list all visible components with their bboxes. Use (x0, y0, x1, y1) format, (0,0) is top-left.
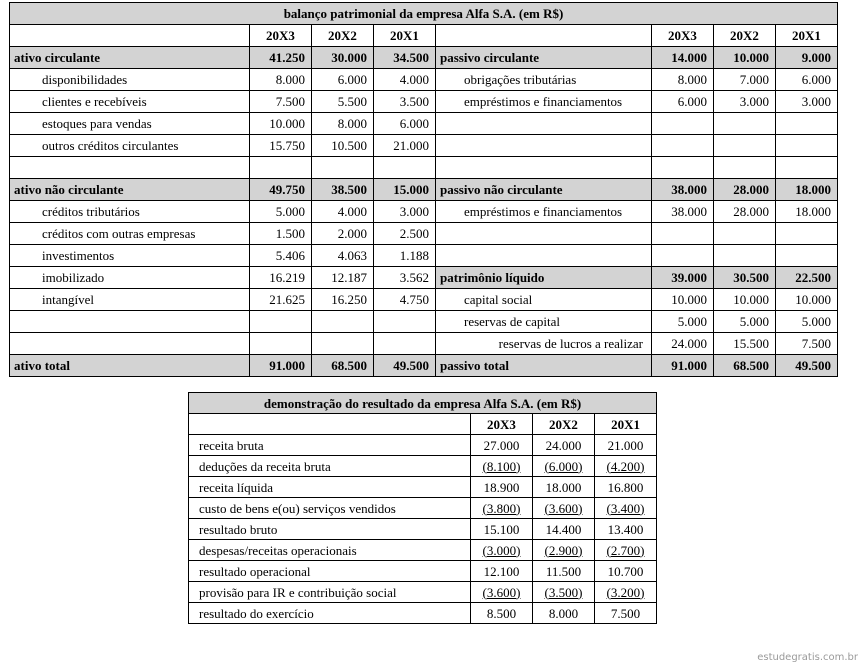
right-account-value: 91.000 (652, 355, 714, 377)
right-account-value: 10.000 (714, 289, 776, 311)
income-value-text: (3.800) (482, 500, 521, 516)
left-account-value (250, 311, 312, 333)
right-account-label: empréstimos e financiamentos (436, 91, 652, 113)
right-account-value: 10.000 (776, 289, 838, 311)
income-value-text: 12.100 (483, 563, 520, 579)
income-value-text: (2.900) (544, 542, 583, 558)
income-value-text: 11.500 (545, 563, 582, 579)
left-account-value: 2.000 (312, 223, 374, 245)
left-account-value: 3.562 (374, 267, 436, 289)
left-account-label: créditos tributários (10, 201, 250, 223)
balance-row (10, 245, 838, 267)
income-value-text: 7.500 (610, 605, 641, 621)
income-year-header: 20X2 (533, 414, 595, 435)
right-account-value: 5.000 (776, 311, 838, 333)
left-account-value: 10.000 (250, 113, 312, 135)
right-account-label (436, 113, 652, 135)
right-account-value (714, 113, 776, 135)
left-account-value: 4.000 (312, 201, 374, 223)
right-account-label: passivo não circulante (436, 179, 652, 201)
right-account-value: 28.000 (714, 201, 776, 223)
income-line-value (533, 561, 595, 582)
left-account-value: 8.000 (250, 69, 312, 91)
income-line-value (595, 519, 657, 540)
income-row (189, 477, 657, 498)
income-value-text: 27.000 (483, 437, 520, 453)
left-account-label (10, 157, 250, 179)
income-line-label: receita bruta (189, 435, 471, 456)
income-value-text: 10.700 (607, 563, 644, 579)
balance-row (10, 113, 838, 135)
balance-sheet-table (9, 2, 838, 377)
income-header-blank (189, 414, 471, 435)
balance-row (10, 333, 838, 355)
right-account-label: passivo total (436, 355, 652, 377)
left-account-value (374, 311, 436, 333)
income-line-value (533, 519, 595, 540)
left-account-label: ativo total (10, 355, 250, 377)
right-account-value (652, 245, 714, 267)
income-line-value (471, 498, 533, 519)
income-line-value (471, 603, 533, 624)
left-account-value: 15.750 (250, 135, 312, 157)
left-account-value: 21.000 (374, 135, 436, 157)
income-value-text: (3.500) (544, 584, 583, 600)
left-account-value: 4.063 (312, 245, 374, 267)
right-account-value: 22.500 (776, 267, 838, 289)
left-account-label: créditos com outras empresas (10, 223, 250, 245)
income-line-value (533, 435, 595, 456)
left-account-value: 3.000 (374, 201, 436, 223)
income-line-value (471, 435, 533, 456)
balance-row (10, 267, 838, 289)
left-account-value: 21.625 (250, 289, 312, 311)
left-account-value (312, 311, 374, 333)
right-account-value: 7.000 (714, 69, 776, 91)
income-line-value (595, 561, 657, 582)
right-account-label: passivo circulante (436, 47, 652, 69)
year-header-left: 20X2 (312, 25, 374, 47)
left-account-value: 4.000 (374, 69, 436, 91)
income-value-text: 8.000 (548, 605, 579, 621)
right-account-label: obrigações tributárias (436, 69, 652, 91)
right-account-value (652, 113, 714, 135)
left-account-value: 10.500 (312, 135, 374, 157)
balance-row (10, 223, 838, 245)
left-account-label: imobilizado (10, 267, 250, 289)
income-line-label: resultado bruto (189, 519, 471, 540)
left-account-value (312, 157, 374, 179)
right-account-value: 5.000 (652, 311, 714, 333)
right-account-value: 14.000 (652, 47, 714, 69)
left-account-value: 5.406 (250, 245, 312, 267)
balance-row (10, 355, 838, 377)
left-account-value: 16.219 (250, 267, 312, 289)
year-header-right: 20X1 (776, 25, 838, 47)
income-line-label: provisão para IR e contribuição social (189, 582, 471, 603)
left-account-value: 6.000 (312, 69, 374, 91)
income-value-text: 15.100 (483, 521, 520, 537)
balance-sheet-title: balanço patrimonial da empresa Alfa S.A. (em R$) (10, 3, 838, 25)
right-account-value: 68.500 (714, 355, 776, 377)
right-account-value (652, 223, 714, 245)
right-account-label: patrimônio líquido (436, 267, 652, 289)
income-line-value (595, 477, 657, 498)
income-line-value (471, 456, 533, 477)
income-line-value (533, 540, 595, 561)
left-account-label (10, 333, 250, 355)
right-account-value: 6.000 (776, 69, 838, 91)
income-line-label: resultado operacional (189, 561, 471, 582)
income-row (189, 582, 657, 603)
income-row (189, 435, 657, 456)
right-account-value: 8.000 (652, 69, 714, 91)
balance-row (10, 201, 838, 223)
income-value-text: (3.600) (544, 500, 583, 516)
right-account-label: reservas de capital (436, 311, 652, 333)
right-account-value (776, 135, 838, 157)
right-account-value: 6.000 (652, 91, 714, 113)
left-account-value: 68.500 (312, 355, 374, 377)
income-line-value (595, 540, 657, 561)
balance-header-blank-left (10, 25, 250, 47)
right-account-label (436, 223, 652, 245)
income-value-text: (3.600) (482, 584, 521, 600)
income-line-label: despesas/receitas operacionais (189, 540, 471, 561)
balance-row (10, 179, 838, 201)
income-statement-title: demonstração do resultado da empresa Alfa S.A. (em R$) (189, 393, 657, 414)
right-account-value: 10.000 (714, 47, 776, 69)
balance-row (10, 91, 838, 113)
income-value-text: 14.400 (545, 521, 582, 537)
left-account-value: 1.188 (374, 245, 436, 267)
left-account-label: investimentos (10, 245, 250, 267)
right-account-value: 10.000 (652, 289, 714, 311)
income-value-text: (3.400) (606, 500, 645, 516)
left-account-value: 6.000 (374, 113, 436, 135)
right-account-value (714, 223, 776, 245)
right-account-value: 39.000 (652, 267, 714, 289)
right-account-value (714, 157, 776, 179)
left-account-label (10, 311, 250, 333)
right-account-value: 5.000 (714, 311, 776, 333)
left-account-value (374, 333, 436, 355)
income-line-value (533, 477, 595, 498)
right-account-label: reservas de lucros a realizar (436, 333, 652, 355)
left-account-value (250, 157, 312, 179)
left-account-value: 1.500 (250, 223, 312, 245)
year-header-left: 20X1 (374, 25, 436, 47)
right-account-value: 18.000 (776, 201, 838, 223)
balance-row (10, 311, 838, 333)
left-account-value (250, 333, 312, 355)
left-account-label: outros créditos circulantes (10, 135, 250, 157)
balance-sheet-body (10, 47, 838, 377)
right-account-value: 3.000 (776, 91, 838, 113)
right-account-value (776, 223, 838, 245)
left-account-value: 2.500 (374, 223, 436, 245)
income-value-text: 16.800 (607, 479, 644, 495)
income-line-label: receita líquida (189, 477, 471, 498)
balance-row (10, 135, 838, 157)
income-line-value (471, 561, 533, 582)
right-account-value: 3.000 (714, 91, 776, 113)
year-header-right: 20X2 (714, 25, 776, 47)
year-header-left: 20X3 (250, 25, 312, 47)
right-account-value: 38.000 (652, 201, 714, 223)
income-line-value (471, 582, 533, 603)
income-value-text: (8.100) (482, 458, 521, 474)
right-account-value (652, 135, 714, 157)
left-account-value: 15.000 (374, 179, 436, 201)
income-value-text: 8.500 (486, 605, 517, 621)
right-account-value: 30.500 (714, 267, 776, 289)
income-line-label: custo de bens e(ou) serviços vendidos (189, 498, 471, 519)
left-account-label: intangível (10, 289, 250, 311)
left-account-label: estoques para vendas (10, 113, 250, 135)
right-account-value (714, 245, 776, 267)
left-account-value: 12.187 (312, 267, 374, 289)
income-line-value (533, 582, 595, 603)
right-account-value: 9.000 (776, 47, 838, 69)
income-value-text: 24.000 (545, 437, 582, 453)
income-line-value (471, 477, 533, 498)
balance-row (10, 47, 838, 69)
income-row (189, 561, 657, 582)
income-line-value (595, 582, 657, 603)
income-value-text: 13.400 (607, 521, 644, 537)
income-value-text: (2.700) (606, 542, 645, 558)
balance-row (10, 69, 838, 91)
right-account-label: capital social (436, 289, 652, 311)
right-account-value: 49.500 (776, 355, 838, 377)
left-account-value: 49.750 (250, 179, 312, 201)
right-account-label (436, 135, 652, 157)
income-row (189, 540, 657, 561)
left-account-label: disponibilidades (10, 69, 250, 91)
right-account-value: 7.500 (776, 333, 838, 355)
left-account-value (312, 333, 374, 355)
right-account-value: 18.000 (776, 179, 838, 201)
right-account-label (436, 157, 652, 179)
right-account-value: 28.000 (714, 179, 776, 201)
income-year-header: 20X3 (471, 414, 533, 435)
income-line-value (533, 456, 595, 477)
income-line-label: deduções da receita bruta (189, 456, 471, 477)
income-value-text: (3.200) (606, 584, 645, 600)
income-row (189, 603, 657, 624)
left-account-value (374, 157, 436, 179)
left-account-label: ativo não circulante (10, 179, 250, 201)
income-line-value (471, 519, 533, 540)
left-account-value: 34.500 (374, 47, 436, 69)
balance-row (10, 289, 838, 311)
income-line-value (595, 435, 657, 456)
left-account-value: 41.250 (250, 47, 312, 69)
right-account-value: 24.000 (652, 333, 714, 355)
income-row (189, 498, 657, 519)
balance-header-blank-right (436, 25, 652, 47)
left-account-value: 38.500 (312, 179, 374, 201)
income-row (189, 519, 657, 540)
income-value-text: (3.000) (482, 542, 521, 558)
left-account-label: ativo circulante (10, 47, 250, 69)
left-account-value: 30.000 (312, 47, 374, 69)
income-line-value (471, 540, 533, 561)
left-account-value: 4.750 (374, 289, 436, 311)
income-line-value (595, 498, 657, 519)
income-value-text: 18.900 (483, 479, 520, 495)
right-account-value (776, 157, 838, 179)
income-line-value (595, 603, 657, 624)
income-statement-body (189, 435, 657, 624)
left-account-value: 8.000 (312, 113, 374, 135)
right-account-value: 38.000 (652, 179, 714, 201)
right-account-label: empréstimos e financiamentos (436, 201, 652, 223)
left-account-value: 7.500 (250, 91, 312, 113)
left-account-value: 49.500 (374, 355, 436, 377)
income-value-text: (4.200) (606, 458, 645, 474)
income-line-value (533, 498, 595, 519)
right-account-value: 15.500 (714, 333, 776, 355)
right-account-value (714, 135, 776, 157)
income-row (189, 456, 657, 477)
balance-row (10, 157, 838, 179)
income-year-header: 20X1 (595, 414, 657, 435)
right-account-value (776, 113, 838, 135)
income-line-value (533, 603, 595, 624)
income-value-text: 18.000 (545, 479, 582, 495)
left-account-value: 5.000 (250, 201, 312, 223)
income-line-value (595, 456, 657, 477)
income-value-text: 21.000 (607, 437, 644, 453)
income-statement-table (188, 392, 657, 624)
right-account-label (436, 245, 652, 267)
year-header-right: 20X3 (652, 25, 714, 47)
left-account-value: 91.000 (250, 355, 312, 377)
left-account-value: 3.500 (374, 91, 436, 113)
right-account-value (652, 157, 714, 179)
income-value-text: (6.000) (544, 458, 583, 474)
right-account-value (776, 245, 838, 267)
watermark: estudegratis.com.br (757, 652, 858, 663)
left-account-value: 5.500 (312, 91, 374, 113)
income-line-label: resultado do exercício (189, 603, 471, 624)
left-account-label: clientes e recebíveis (10, 91, 250, 113)
left-account-value: 16.250 (312, 289, 374, 311)
